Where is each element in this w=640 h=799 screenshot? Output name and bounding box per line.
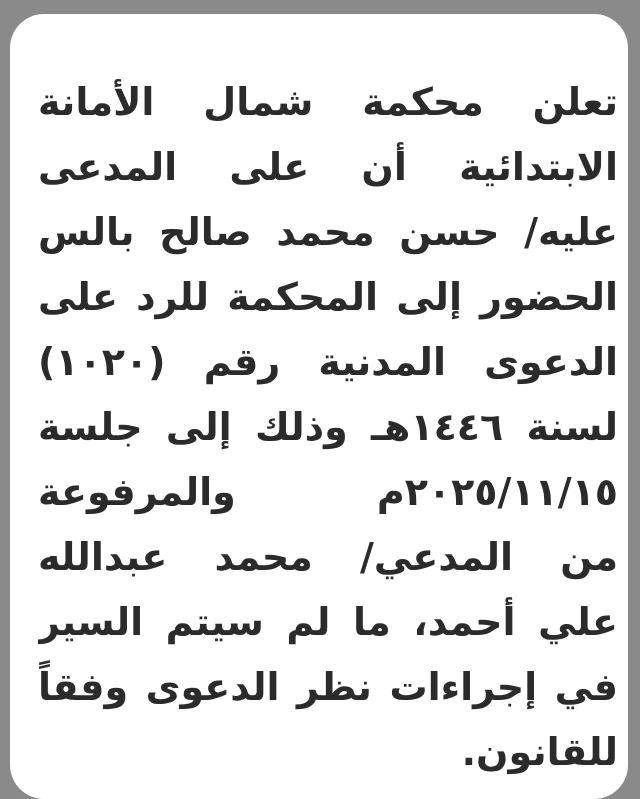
notice-line: علي أحمد، ما لم سيتم السير [38,600,618,644]
notice-line: الابتدائية أن على المدعى [38,145,618,189]
notice-line: عليه/ حسن محمد صالح بالس [38,210,618,254]
notice-line: تعلن محكمة شمال الأمانة [38,80,618,124]
notice-line: الدعوى المدنية رقم (١٠٢٠) [38,340,618,384]
notice-card [10,14,628,799]
notice-line: ٢٠٢٥/١١/١٥م والمرفوعة [38,470,618,514]
notice-line: لسنة ١٤٤٦هـ وذلك إلى جلسة [38,405,618,449]
notice-line: من المدعي/ محمد عبدالله [38,535,618,579]
notice-line-last: للقانون. [461,730,618,774]
notice-line: الحضور إلى المحكمة للرد على [38,275,618,319]
court-notice-text [38,70,618,785]
notice-line: في إجراءات نظر الدعوى وفقاً [38,665,618,709]
